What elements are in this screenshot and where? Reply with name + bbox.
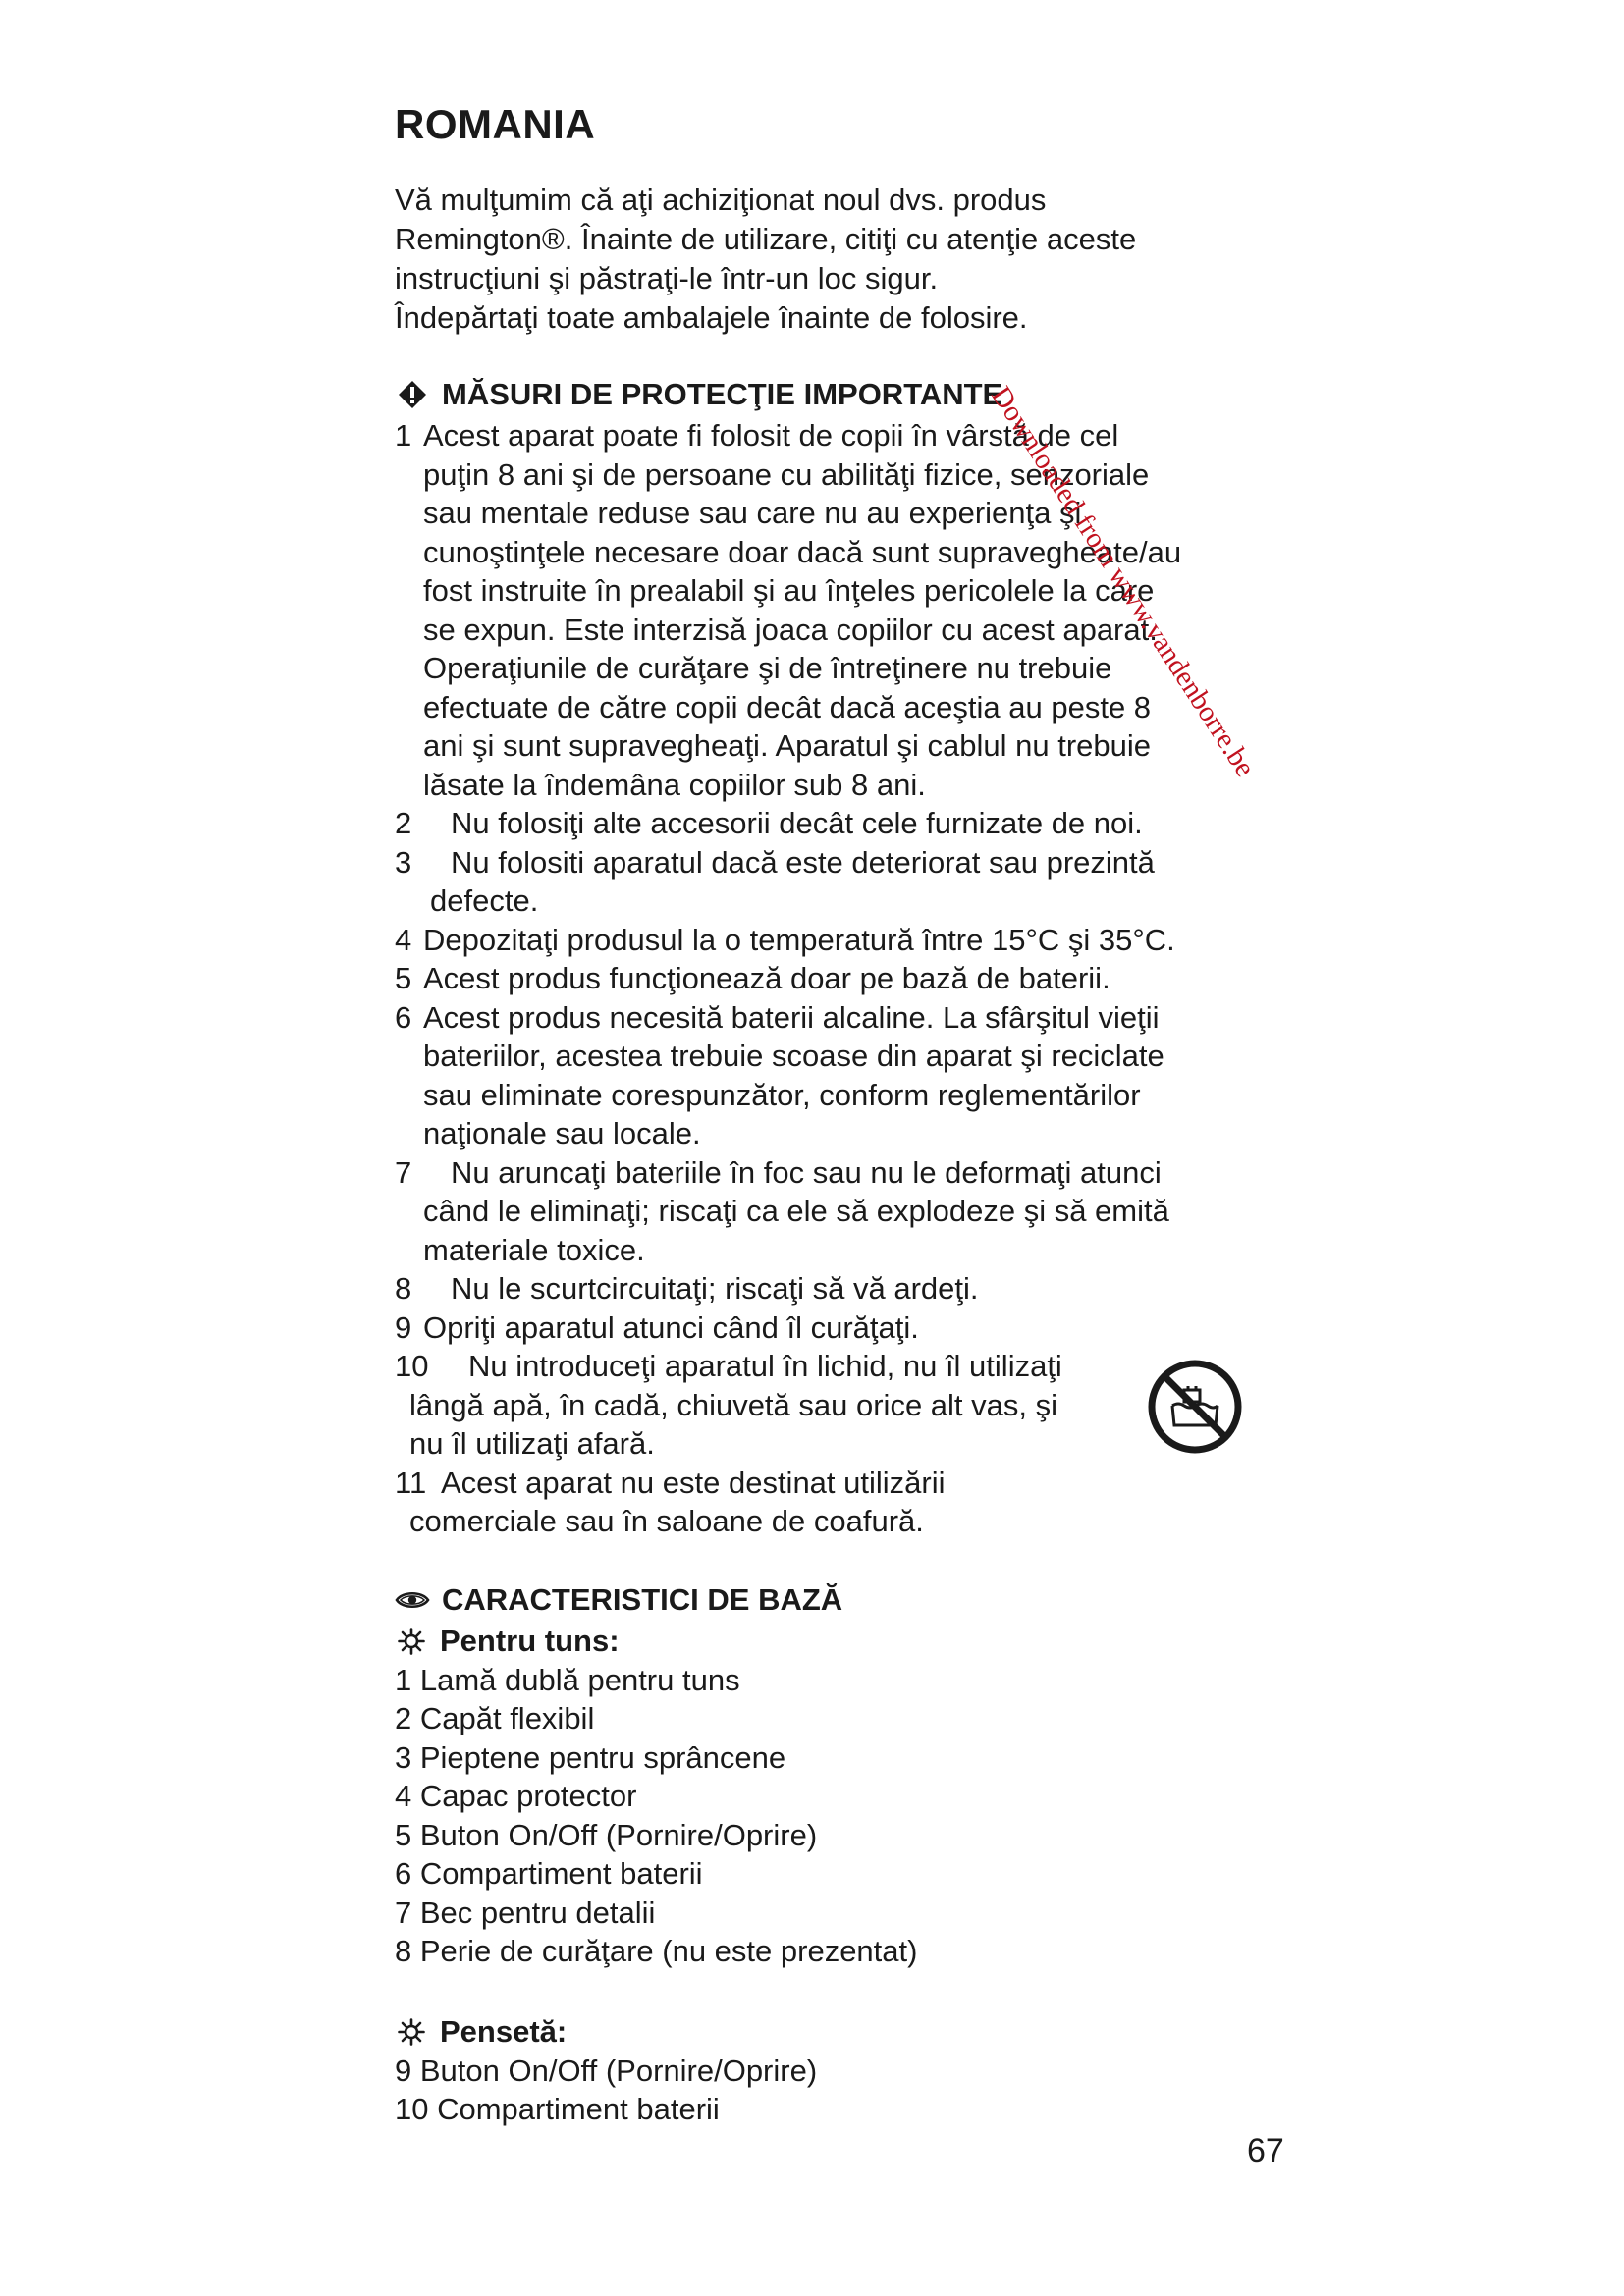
item-line: lăsate la îndemâna copiilor sub 8 ani. (423, 767, 926, 802)
list-item: 7 Bec pentru detalii (395, 1895, 656, 1930)
item-line: fost instruite în prealabil şi au înţeles pericolele la care (423, 573, 1155, 609)
content-column (395, 102, 1278, 2129)
safety-item-6 (395, 998, 1278, 1153)
item-line: Acest produs necesită baterii alcaline. La sfârşitul vieţii (423, 999, 1160, 1035)
group-heading-trimmer (395, 1622, 1278, 1661)
item-line: puţin 8 ani şi de persoane cu abilităţi fizice, senzoriale (423, 456, 1150, 492)
item-line: Acest aparat poate fi folosit de copii în vârstă de cel (423, 418, 1119, 454)
item-number: 3 (395, 844, 412, 880)
item-line: bateriilor, acestea trebuie scoase din aparat şi reciclate (423, 1039, 1164, 1074)
item-line: Nu le scurtcircuitaţi; riscaţi să vă ardeţi. (451, 1271, 979, 1307)
intro-line: instrucţiuni şi păstraţi-le într-un loc sigur. (395, 261, 939, 296)
list-item: 5 Buton On/Off (Pornire/Oprire) (395, 1817, 818, 1852)
group-title: Pentru tuns: (440, 1623, 620, 1658)
item-line: sau eliminate corespunzător, conform reglementărilor (423, 1077, 1141, 1112)
list-item: 10 Compartiment baterii (395, 2092, 720, 2127)
item-line: Acest produs funcţionează doar pe bază de baterii. (423, 961, 1110, 996)
item-line: naţionale sau locale. (423, 1116, 701, 1151)
item-line: Nu folosiţi alte accesorii decât cele furnizate de noi. (451, 806, 1143, 841)
item-line: se expun. Este interzisă joaca copiilor cu acest aparat. (423, 612, 1158, 647)
item-number: 6 (395, 999, 412, 1035)
item-number: 2 (395, 806, 412, 841)
list-item: 8 Perie de curăţare (nu este prezentat) (395, 1934, 918, 1969)
item-number: 1 (395, 418, 412, 454)
tweezers-parts-list (395, 2052, 1278, 2129)
safety-item-9 (395, 1308, 1278, 1348)
item-line: cunoştinţele necesare doar dacă sunt supravegheate/au (423, 534, 1182, 569)
intro-paragraph (395, 181, 1278, 338)
features-heading (395, 1580, 1278, 1620)
item-number: 9 (395, 1309, 412, 1345)
item-line: Opriţi aparatul atunci când îl curăţaţi. (423, 1309, 919, 1345)
list-item: 4 Capac protector (395, 1779, 637, 1814)
safety-item-11 (395, 1464, 1278, 1541)
list-item: 9 Buton On/Off (Pornire/Oprire) (395, 2053, 818, 2088)
safety-item-7 (395, 1153, 1278, 1270)
item-line: efectuate de către copii decât dacă aceştia au peste 8 (423, 689, 1152, 724)
intro-line: Îndepărtaţi toate ambalajele înainte de folosire. (395, 300, 1028, 336)
safety-item-3 (395, 843, 1278, 921)
item-line: materiale toxice. (423, 1232, 645, 1267)
features-title: CARACTERISTICI DE BAZĂ (442, 1581, 843, 1617)
item-line: Depozitaţi produsul la o temperatură între 15°C şi 35°C. (423, 922, 1175, 957)
safety-item-8 (395, 1269, 1278, 1308)
item-line: Nu introduceţi aparatul în lichid, nu îl utilizaţi (468, 1349, 1062, 1384)
safety-item-5 (395, 959, 1278, 998)
item-line: defecte. (430, 883, 539, 919)
intro-line: Remington®. Înainte de utilizare, citiţi cu atenţie aceste (395, 222, 1137, 257)
item-line: Nu folositi aparatul dacă este deteriorat sau prezintă (451, 844, 1155, 880)
item-line: comerciale sau în saloane de coafură. (409, 1504, 924, 1539)
item-line: Operaţiunile de curăţare şi de întreţinere nu trebuie (423, 651, 1112, 686)
sunburst-icon (395, 1627, 428, 1656)
item-line: ani şi sunt supravegheaţi. Aparatul şi cablul nu trebuie (423, 728, 1152, 764)
eye-icon (395, 1585, 430, 1615)
safety-list (395, 416, 1278, 1541)
safety-item-10 (395, 1347, 1278, 1464)
item-line: Nu aruncaţi bateriile în foc sau nu le deformaţi atunci (451, 1154, 1162, 1190)
list-item: 2 Capăt flexibil (395, 1701, 595, 1736)
country-heading: ROMANIA (395, 101, 596, 147)
group-heading-tweezers (395, 2012, 1278, 2052)
list-item: 1 Lamă dublă pentru tuns (395, 1662, 740, 1697)
group-title: Pensetă: (440, 2013, 568, 2049)
warning-diamond-icon (395, 380, 430, 409)
intro-line: Vă mulţumim că aţi achiziţionat noul dvs. produs (395, 183, 1047, 218)
item-line: lângă apă, în cadă, chiuvetă sau orice alt vas, şi (409, 1387, 1058, 1422)
item-line: sau mentale reduse sau care nu au experienţa şi (423, 496, 1082, 531)
item-number: 7 (395, 1154, 412, 1190)
list-item: 6 Compartiment baterii (395, 1856, 703, 1892)
item-number: 11 (395, 1465, 427, 1500)
trimmer-parts-list (395, 1661, 1278, 1971)
item-line: când le eliminaţi; riscaţi ca ele să explodeze şi să emită (423, 1194, 1169, 1229)
list-item: 3 Pieptene pentru sprâncene (395, 1739, 786, 1775)
item-number: 4 (395, 922, 412, 957)
item-line: nu îl utilizaţi afară. (409, 1426, 655, 1462)
safety-item-2 (395, 804, 1278, 843)
item-number: 5 (395, 961, 412, 996)
download-watermark: Downloaded from www.vandenborre.be (985, 381, 1262, 782)
sunburst-icon (395, 2017, 428, 2047)
safety-heading (395, 375, 1278, 414)
page-number: 67 (1247, 2132, 1284, 2169)
item-number: 8 (395, 1271, 412, 1307)
safety-title: MĂSURI DE PROTECŢIE IMPORTANTE (442, 377, 1003, 412)
item-line: Acest aparat nu este destinat utilizării (441, 1465, 946, 1500)
safety-item-4 (395, 921, 1278, 960)
no-water-immersion-icon (1147, 1359, 1243, 1455)
item-number: 10 (395, 1349, 429, 1384)
